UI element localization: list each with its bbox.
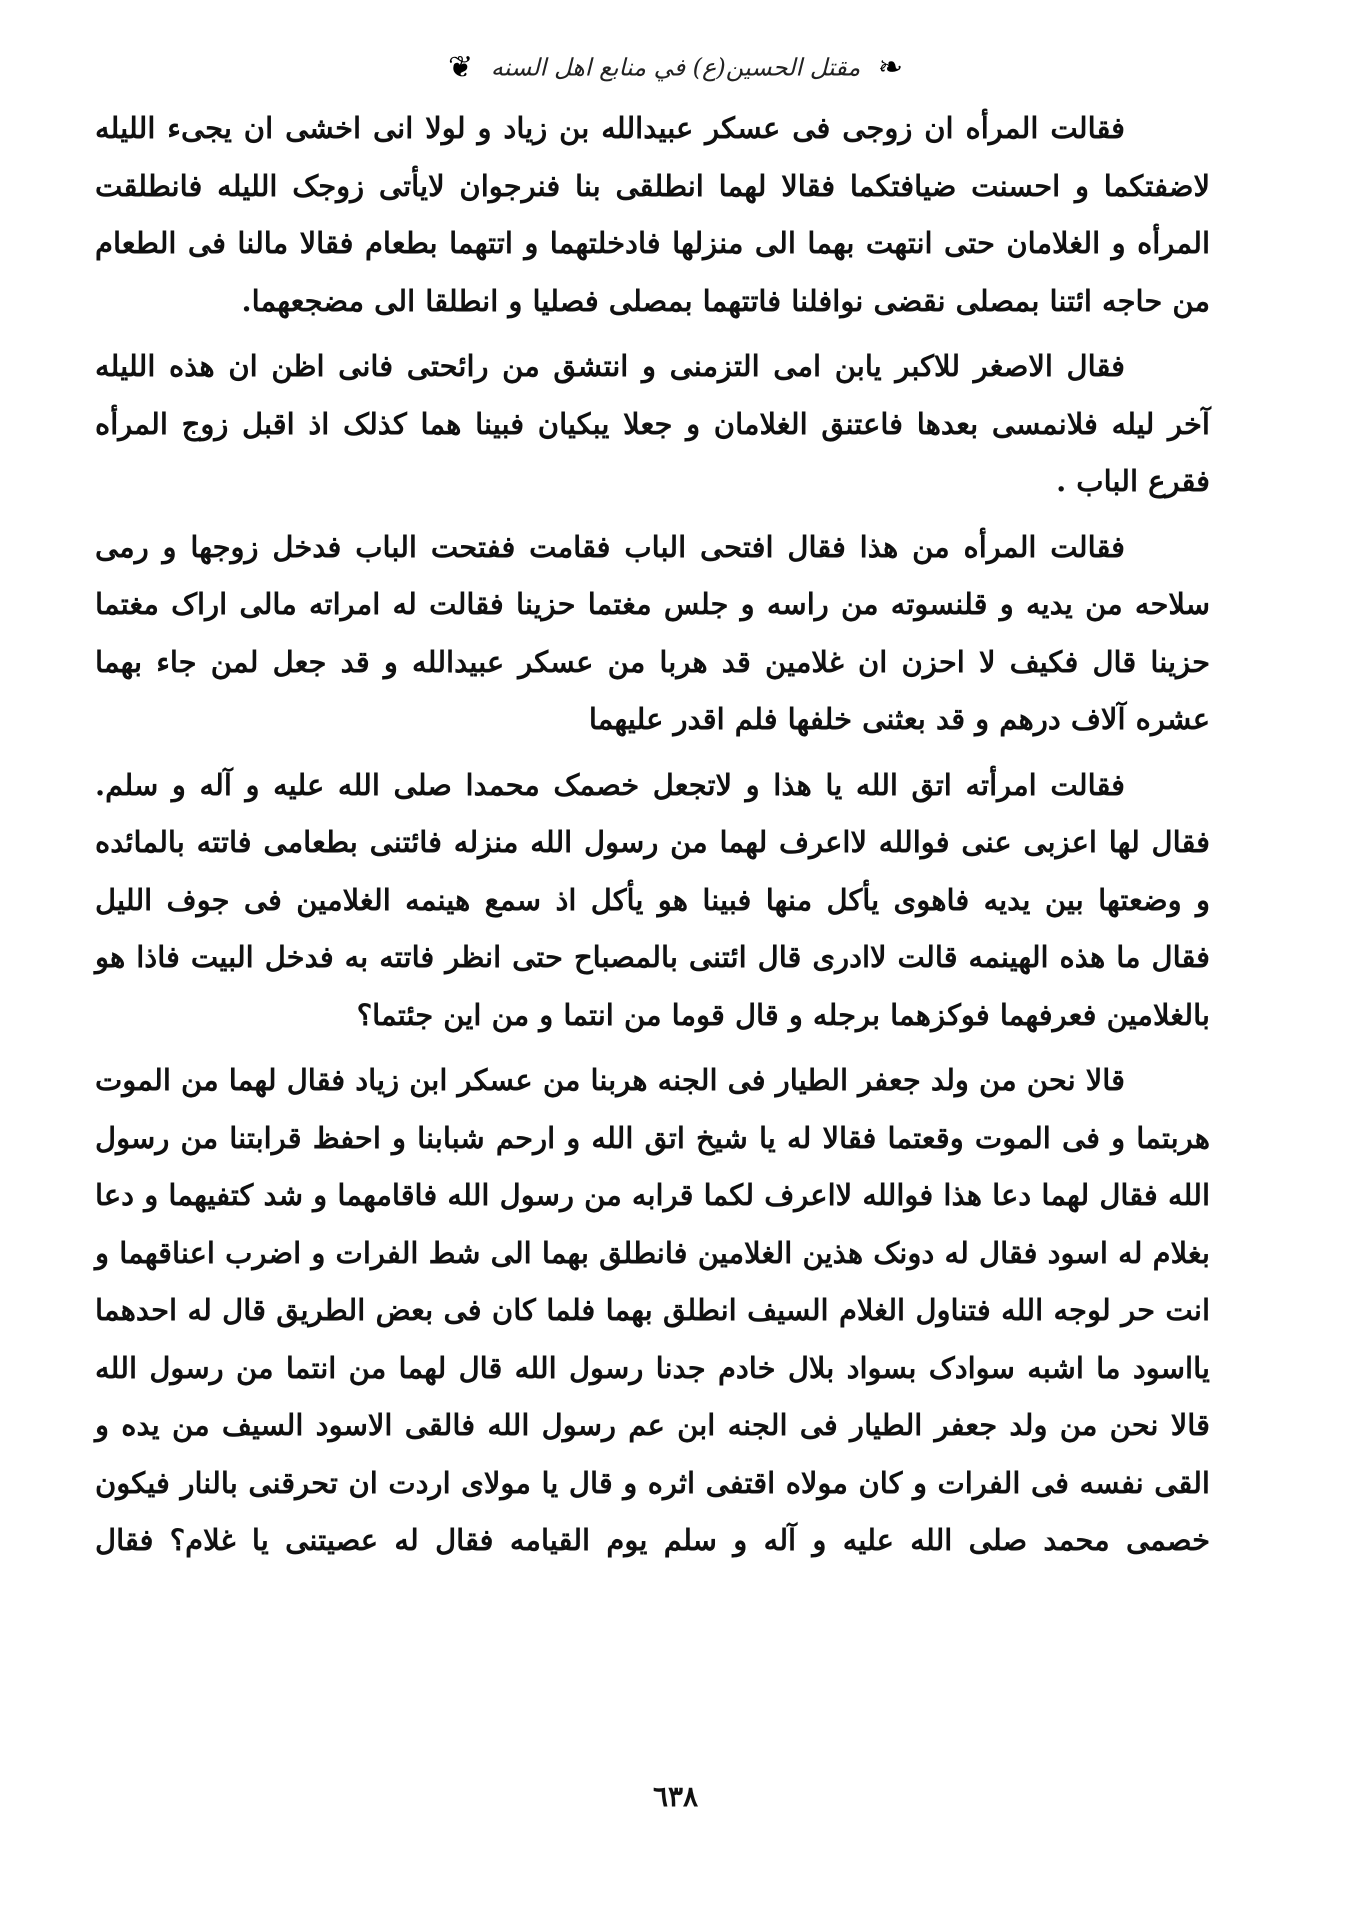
- paragraph-3: فقالت المرأه من هذا فقال افتحى الباب فقامت ففتحت الباب فدخل زوجها و رمى سلاحه من يديه و قلنسوته من راسه و جلس مغتما حزينا فقالت له امراته مالى اراک مغتما حزينا قال فكيف لا احزن ان غلامين قد هربا من عسكر عبيدالله و قد جعل لمن جاء بهما عشره آلاف درهم و قد بعثنى خلفها فلم اقدر عليهما: [95, 529, 1210, 736]
- page-number: ٦٣٨: [652, 1780, 699, 1813]
- paragraph-2: فقال الاصغر للاكبر يابن امى التزمنى و انتشق من رائحتى فانى اظن ان هذه الليله آخر ليله فلانمسى بعدها فاعتنق الغلامان و جعلا يبكيان فبينا هما كذلک اذ اقبل زوج المرأه فقرع الباب .: [95, 349, 1210, 498]
- running-header-title: مقتل الحسين(ع) في منابع اهل السنه: [490, 53, 861, 82]
- paragraph-5: قالا نحن من ولد جعفر الطيار فى الجنه هربنا من عسكر ابن زياد فقال لهما من الموت هربتما و فى الموت وقعتما فقالا له يا شيخ اتق الله و ارحم شبابنا و احفظ قرابتنا من رسول الله فقال لهما دعا هذا فوالله لااعرف لكما قرابه من رسول الله فاقامهما و شد كتفيهما و دعا بغلام له اسود فقال له دونک هذين الغلامين فانطلق بهما الى شط الفرات و اضرب اعناقهما و انت حر لوجه الله فتناول الغلام السيف انطلق بهما فلما كان فى بعض الطريق قال له احدهما يااسود ما اشبه سوادک بسواد بلال خادم جدنا رسول الله قال لهما من انتما من رسول الله قالا نحن من ولد جعفر الطيار فى الجنه ابن عم رسول الله فالقى الاسود السيف من يده و القى نفسه فى الفرات و كان مولاه اقتفى اثره و قال يا مولاى اردت ان تحرقنى بالنار فيكون خصمى محمد صلى الله عليه و آله و سلم يوم القيامه فقال له عصيتنى يا غلام؟ فقال: [95, 1063, 1210, 1557]
- paragraph-4: فقالت امرأته اتق الله يا هذا و لاتجعل خصمک محمدا صلى الله عليه و آله و سلم. فقال لها اعزبى عنى فوالله لااعرف لهما من رسول الله منزله فائتنى بطعامى فاتته بالمائده و وضعتها بين يديه فاهوى يأكل منها فبينا هو يأكل اذ سمع هينمه الغلامين فى جوف الليل فقال ما هذه الهينمه قالت لاادرى قال ائتنى بالمصباح حتى انظر فاتته به فدخل البيت فاذا هو بالغلامين فعرفهما فوكزهما برجله و قال قوما من انتما و من اين جئتما؟: [95, 767, 1210, 1032]
- header-ornament-left: ❦: [448, 50, 474, 85]
- header-ornament-right: ❧: [877, 50, 903, 85]
- body-text: [95, 100, 1210, 1578]
- running-header: [0, 50, 1351, 85]
- paragraph-1: فقالت المرأه ان زوجى فى عسكر عبيدالله بن زياد و لولا انى اخشى ان يجىء الليله لاضفتكما و احسنت ضيافتكما فقالا لهما انطلقى بنا فنرجوان لايأتى زوجک الليله فانطلقت المرأه و الغلامان حتى انتهت بهما الى منزلها فادخلتهما و اتتهما بطعام فقالا مالنا فى الطعام من حاجه ائتنا بمصلى نقضى نوافلنا فاتتهما بمصلى فصليا و انطلقا الى مضجعهما.: [95, 111, 1210, 318]
